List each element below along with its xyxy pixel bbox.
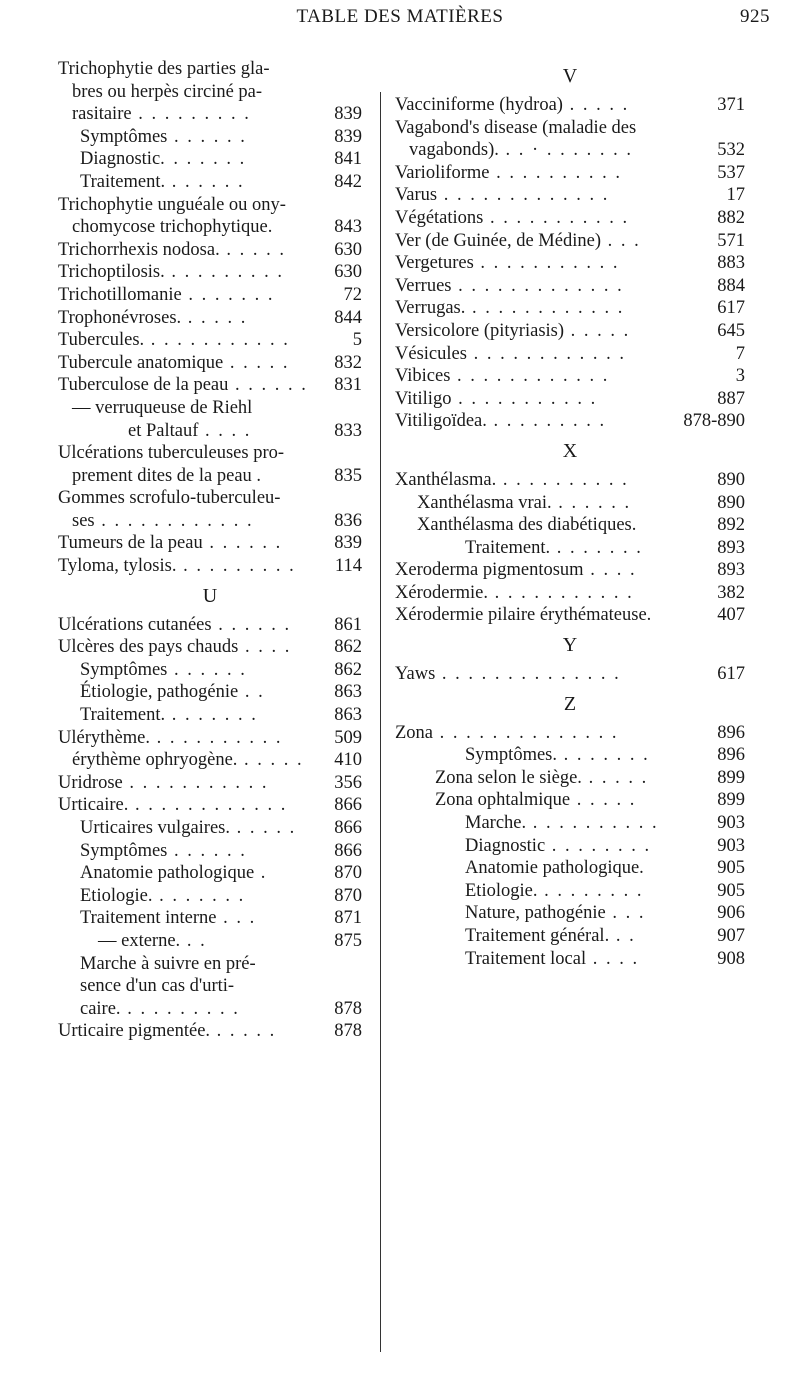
dot-leader: . . . . . . bbox=[165, 171, 245, 192]
index-entry bbox=[395, 722, 745, 745]
entry-page-number: 630 bbox=[334, 262, 362, 283]
entry-label: Ver (de Guinée, de Médine) bbox=[395, 230, 601, 251]
entry-label: Trophonévroses. bbox=[58, 307, 182, 328]
index-entry bbox=[58, 840, 362, 863]
entry-page-number: 72 bbox=[343, 284, 362, 305]
entry-label: Varus bbox=[395, 185, 438, 206]
entry-page-number: 870 bbox=[334, 885, 362, 906]
dot-leader: . . . . bbox=[583, 560, 637, 581]
entry-label: Diagnostic bbox=[465, 835, 546, 856]
entry-label: Trichotillomanie bbox=[58, 284, 182, 305]
entry-page-number: 5 bbox=[352, 330, 362, 351]
index-entry bbox=[395, 410, 745, 433]
entry-page-number: 899 bbox=[717, 790, 745, 811]
index-entry bbox=[58, 510, 362, 533]
dot-leader: . . . . . . bbox=[551, 492, 632, 513]
index-entry bbox=[58, 907, 362, 930]
entry-label: bres ou herpès circiné pa- bbox=[72, 81, 263, 102]
entry-page-number: 617 bbox=[717, 664, 745, 685]
entry-page-number: 407 bbox=[717, 605, 745, 626]
entry-label: Symptômes bbox=[80, 126, 168, 147]
index-entry bbox=[395, 275, 745, 298]
index-entry bbox=[395, 207, 745, 230]
dot-leader: . . . . . bbox=[230, 818, 297, 838]
entry-page-number: 371 bbox=[717, 95, 745, 115]
index-entry bbox=[58, 194, 362, 217]
index-entry bbox=[395, 252, 745, 275]
index-entry bbox=[58, 420, 362, 443]
index-entry bbox=[395, 880, 745, 903]
dot-leader: . . . . . . . . . . . bbox=[473, 253, 620, 274]
dot-leader: . . . . . . . . . bbox=[120, 998, 240, 1019]
dot-leader: . . . . . . . bbox=[181, 284, 275, 305]
dot-leader: . . . . bbox=[586, 948, 640, 969]
entry-label: Ulcérations cutanées bbox=[58, 614, 212, 635]
entry-label: Zona bbox=[395, 722, 434, 743]
index-entry bbox=[58, 239, 362, 262]
entry-page-number: 532 bbox=[717, 140, 745, 161]
index-entry bbox=[58, 862, 362, 885]
index-entry bbox=[395, 320, 745, 343]
entry-label: Végétations bbox=[395, 207, 484, 228]
entry-label: chomycose trichophytique. bbox=[72, 217, 273, 238]
entry-label: Marche. bbox=[465, 813, 527, 834]
dot-leader: . . . . . . . . . . . . . . bbox=[435, 664, 621, 685]
index-entry bbox=[395, 789, 745, 812]
entry-label: Anatomie pathologique bbox=[80, 863, 255, 884]
entry-label: prement dites de la peau . bbox=[72, 465, 262, 486]
entry-page-number: 833 bbox=[334, 420, 362, 441]
index-entry bbox=[395, 184, 745, 207]
entry-page-number: 883 bbox=[717, 253, 745, 274]
entry-label: Anatomie pathologique. bbox=[465, 858, 644, 879]
entry-label: Traitement. bbox=[465, 537, 551, 558]
index-entry bbox=[395, 812, 745, 835]
dot-leader: . . . . . . . . . . bbox=[526, 813, 659, 834]
entry-page-number: 861 bbox=[334, 614, 362, 635]
dot-leader: . bbox=[254, 863, 268, 884]
entry-label: Vacciniforme (hydroa) bbox=[395, 95, 563, 115]
entry-page-number: 878 bbox=[334, 1021, 362, 1042]
index-entry bbox=[58, 216, 362, 239]
entry-page-number: 892 bbox=[717, 515, 745, 536]
index-entry bbox=[395, 297, 745, 320]
dot-leader: . . . . . . . . . . . . bbox=[466, 343, 626, 364]
entry-label: Zona selon le siège. bbox=[435, 767, 582, 788]
index-entry bbox=[395, 604, 745, 627]
dot-leader: . . . . . . . bbox=[550, 537, 643, 558]
index-entry bbox=[58, 614, 362, 637]
index-entry bbox=[58, 772, 362, 795]
entry-label: sence d'un cas d'urti- bbox=[80, 976, 235, 997]
left-column bbox=[58, 58, 362, 1043]
index-entry bbox=[395, 343, 745, 366]
entry-page-number: 3 bbox=[735, 366, 745, 387]
index-entry bbox=[395, 94, 745, 117]
dot-leader: . . . . . . . . . . . . bbox=[465, 298, 625, 319]
entry-page-number: 382 bbox=[717, 582, 745, 603]
dot-leader: . . . . . bbox=[564, 320, 631, 341]
entry-page-number: 866 bbox=[334, 840, 362, 861]
entry-page-number: 836 bbox=[334, 510, 362, 531]
entry-label: Etiologie. bbox=[80, 885, 153, 906]
index-entry bbox=[395, 744, 745, 767]
index-entry bbox=[58, 727, 362, 750]
entry-label: Traitement général. bbox=[465, 926, 610, 946]
entry-page-number: 890 bbox=[717, 469, 745, 490]
dot-leader: . . . . bbox=[198, 420, 252, 441]
entry-label: Xérodermie pilaire érythémateuse. bbox=[395, 605, 652, 626]
entry-page-number: 863 bbox=[334, 705, 362, 726]
dot-leader: . . . . . . . . . . bbox=[489, 162, 623, 183]
index-entry bbox=[58, 636, 362, 659]
entry-label: Ulcères des pays chauds bbox=[58, 637, 239, 658]
dot-leader: . . . . . . . . . . . bbox=[451, 388, 598, 409]
entry-label: Symptômes bbox=[80, 659, 168, 680]
entry-page-number: 893 bbox=[717, 537, 745, 558]
entry-label: caire. bbox=[80, 998, 121, 1019]
entry-label: Marche à suivre en pré- bbox=[80, 953, 256, 974]
dot-leader: . . . . . . . bbox=[557, 745, 650, 766]
dot-leader: . . . . . . . . bbox=[545, 835, 652, 856]
dot-leader: . . . . . . . . . . . bbox=[483, 207, 630, 228]
entry-page-number: 893 bbox=[717, 560, 745, 581]
dot-leader: . . . . . . . . . bbox=[176, 556, 296, 577]
index-entry bbox=[395, 857, 745, 880]
index-entry bbox=[395, 469, 745, 492]
index-entry bbox=[58, 329, 362, 352]
entry-page-number: 896 bbox=[717, 722, 745, 743]
entry-label: — externe. bbox=[98, 930, 181, 951]
entry-page-number: 896 bbox=[717, 745, 745, 766]
index-entry bbox=[395, 117, 745, 140]
right-column bbox=[395, 58, 745, 970]
dot-leader: . . . . . . bbox=[202, 533, 283, 554]
entry-label: ses bbox=[72, 510, 95, 531]
dot-leader: . . bbox=[180, 930, 207, 951]
index-entry bbox=[58, 975, 362, 998]
entry-label: Zona ophtalmique bbox=[435, 790, 571, 811]
entry-page-number: 842 bbox=[334, 171, 362, 192]
entry-page-number: 905 bbox=[717, 858, 745, 879]
index-entry bbox=[58, 352, 362, 375]
index-entry bbox=[395, 388, 745, 411]
entry-page-number: 903 bbox=[717, 813, 745, 834]
index-entry bbox=[58, 442, 362, 465]
entry-page-number: 835 bbox=[334, 465, 362, 486]
entry-page-number: 906 bbox=[717, 903, 745, 924]
entry-label: Vergetures bbox=[395, 253, 474, 274]
entry-label: Symptômes bbox=[80, 840, 168, 861]
index-entry bbox=[58, 885, 362, 908]
entry-label: Tubercule anatomique bbox=[58, 352, 224, 373]
dot-leader: . . . . . . bbox=[167, 840, 247, 861]
entry-page-number: 890 bbox=[717, 492, 745, 513]
entry-label: Diagnostic bbox=[80, 149, 161, 170]
entry-page-number: 907 bbox=[717, 926, 745, 946]
entry-label: — verruqueuse de Riehl bbox=[72, 397, 253, 418]
index-entry bbox=[395, 537, 745, 560]
entry-label: Tuberculose de la peau bbox=[58, 375, 229, 396]
entry-page-number: 903 bbox=[717, 835, 745, 856]
entry-page-number: 410 bbox=[334, 750, 362, 771]
entry-label: Etiologie. bbox=[465, 880, 538, 901]
entry-page-number: 875 bbox=[334, 930, 362, 951]
index-entry bbox=[395, 139, 745, 162]
dot-leader: . . bbox=[238, 682, 265, 703]
dot-leader: . . . bbox=[216, 908, 257, 929]
dot-leader: . . . . . . . . . bbox=[164, 262, 284, 283]
index-entry bbox=[58, 171, 362, 194]
entry-label: Ulérythème. bbox=[58, 727, 150, 748]
entry-page-number: 844 bbox=[334, 307, 362, 328]
dot-leader: . . . . . . . . . . . . bbox=[128, 795, 288, 816]
entry-page-number: 831 bbox=[334, 375, 362, 396]
entry-page-number: 862 bbox=[334, 659, 362, 680]
dot-leader: . . . . . . . . . . bbox=[149, 727, 283, 748]
entry-page-number: 839 bbox=[334, 533, 362, 554]
entry-label: rasitaire bbox=[72, 104, 132, 125]
entry-label: Verrues bbox=[395, 275, 452, 296]
entry-page-number: 878-890 bbox=[683, 411, 745, 432]
entry-page-number: 866 bbox=[334, 818, 362, 838]
dot-leader: . . . . . bbox=[223, 352, 290, 373]
entry-label: Yaws bbox=[395, 664, 436, 685]
entry-page-number: 882 bbox=[717, 207, 745, 228]
index-entry bbox=[58, 148, 362, 171]
entry-label: Verrugas. bbox=[395, 298, 466, 319]
index-entry bbox=[58, 465, 362, 488]
dot-leader: . . . . . . bbox=[211, 614, 292, 635]
entry-page-number: 17 bbox=[726, 185, 745, 206]
entry-label: Trichophytie des parties gla- bbox=[58, 59, 270, 79]
entry-label: Xeroderma pigmentosum bbox=[395, 560, 584, 581]
index-entry bbox=[58, 953, 362, 976]
section-letter: Y bbox=[562, 634, 578, 657]
index-entry bbox=[395, 767, 745, 790]
dot-leader: . . . bbox=[600, 230, 641, 251]
dot-leader: . . . . . . . . . bbox=[486, 411, 607, 432]
entry-label: Vitiligoïdea. bbox=[395, 411, 487, 432]
index-entry bbox=[58, 103, 362, 126]
entry-label: vagabonds). bbox=[409, 140, 499, 161]
entry-page-number: 863 bbox=[334, 682, 362, 703]
index-entry bbox=[395, 365, 745, 388]
entry-page-number: 509 bbox=[334, 727, 362, 748]
entry-label: Tumeurs de la peau bbox=[58, 533, 203, 554]
index-entry bbox=[395, 663, 745, 686]
index-entry bbox=[58, 930, 362, 953]
entry-page-number: 537 bbox=[717, 162, 745, 183]
entry-page-number: 617 bbox=[717, 298, 745, 319]
index-entry bbox=[58, 704, 362, 727]
index-entry bbox=[58, 681, 362, 704]
entry-label: Xanthélasma des diabétiques. bbox=[417, 515, 637, 536]
index-entry bbox=[395, 835, 745, 858]
entry-label: Xanthélasma vrai. bbox=[417, 492, 552, 513]
dot-leader: . . . . . . . . . . . . . bbox=[437, 185, 610, 206]
entry-label: Traitement. bbox=[80, 705, 166, 726]
entry-page-number: 908 bbox=[717, 948, 745, 969]
entry-page-number: 871 bbox=[334, 908, 362, 929]
index-entry bbox=[58, 374, 362, 397]
index-entry bbox=[58, 817, 362, 840]
index-entry bbox=[58, 81, 362, 104]
dot-leader: . . . . . . bbox=[167, 659, 247, 680]
entry-page-number: 841 bbox=[334, 149, 362, 170]
dot-leader: . . . . . bbox=[581, 767, 649, 788]
index-entry bbox=[58, 397, 362, 420]
entry-label: Urticaire pigmentée. bbox=[58, 1021, 211, 1042]
index-entry bbox=[58, 532, 362, 555]
index-entry bbox=[58, 307, 362, 330]
entry-page-number: 870 bbox=[334, 863, 362, 884]
entry-page-number: 843 bbox=[334, 217, 362, 238]
entry-page-number: 645 bbox=[717, 320, 745, 341]
entry-label: Trichophytie unguéale ou ony- bbox=[58, 194, 286, 215]
entry-label: Vitiligo bbox=[395, 388, 452, 409]
entry-page-number: 839 bbox=[334, 126, 362, 147]
dot-leader: . . . . . . . . . . . bbox=[487, 582, 634, 603]
index-entry bbox=[58, 794, 362, 817]
entry-label: Urticaire. bbox=[58, 795, 129, 816]
entry-label: Varioliforme bbox=[395, 162, 490, 183]
entry-page-number: 839 bbox=[334, 104, 362, 125]
entry-label: Xanthélasma. bbox=[395, 469, 497, 490]
entry-page-number: 630 bbox=[334, 239, 362, 260]
index-entry bbox=[58, 487, 362, 510]
entry-page-number: 7 bbox=[735, 343, 745, 364]
index-entry bbox=[395, 582, 745, 605]
index-entry bbox=[395, 230, 745, 253]
dot-leader: . . . . . . . bbox=[152, 885, 246, 906]
entry-label: Trichoptilosis. bbox=[58, 262, 165, 283]
entry-label: Trichorrhexis nodosa. bbox=[58, 239, 220, 260]
entry-label: Xérodermie. bbox=[395, 582, 488, 603]
dot-leader: . . . . . . . . bbox=[537, 880, 644, 901]
entry-label: Gommes scrofulo-tuberculeu- bbox=[58, 488, 281, 509]
index-entry bbox=[395, 514, 745, 537]
section-letter: U bbox=[202, 584, 218, 607]
entry-page-number: 356 bbox=[334, 772, 362, 793]
dot-leader: . . . bbox=[605, 903, 646, 924]
entry-page-number: 878 bbox=[334, 998, 362, 1019]
index-entry bbox=[395, 925, 745, 948]
entry-label: Vésicules bbox=[395, 343, 467, 364]
entry-page-number: 899 bbox=[717, 767, 745, 788]
index-entry bbox=[395, 902, 745, 925]
dot-leader: . . . . . . . bbox=[160, 149, 247, 170]
entry-page-number: 884 bbox=[717, 275, 745, 296]
entry-label: Vagabond's disease (maladie des bbox=[395, 117, 637, 138]
entry-label: Tubercules. bbox=[58, 330, 145, 351]
dot-leader: . . . . . bbox=[237, 750, 304, 771]
dot-leader: . . . . . . . . . . . . . bbox=[451, 275, 624, 296]
dot-leader: . . . . . . . . . . . . . . bbox=[433, 722, 619, 743]
entry-page-number: 832 bbox=[334, 352, 362, 373]
index-entry bbox=[58, 284, 362, 307]
dot-leader: . . . . . bbox=[181, 307, 248, 328]
dot-leader: . . . . . . . bbox=[165, 705, 258, 726]
entry-label: Nature, pathogénie bbox=[465, 903, 606, 924]
index-entry bbox=[395, 559, 745, 582]
dot-leader: . . . . . . . . . . . bbox=[122, 772, 269, 793]
entry-page-number: 905 bbox=[717, 880, 745, 901]
index-entry bbox=[395, 948, 745, 971]
dot-leader: . . . . . . . . . . . . bbox=[450, 366, 610, 387]
entry-label: Symptômes. bbox=[465, 745, 557, 766]
entry-page-number: 571 bbox=[717, 230, 745, 251]
index-entry bbox=[58, 1020, 362, 1043]
section-letter: X bbox=[562, 439, 578, 462]
entry-label: Urticaires vulgaires. bbox=[80, 818, 230, 838]
dot-leader: . . · . . . . . . . bbox=[498, 140, 633, 161]
dot-leader: . . . . . . . . . . bbox=[496, 469, 629, 490]
entry-page-number: 862 bbox=[334, 637, 362, 658]
dot-leader: . . . . . . . . . bbox=[131, 104, 251, 125]
entry-label: et Paltauf bbox=[128, 420, 199, 441]
entry-label: Traitement. bbox=[80, 171, 166, 192]
index-entry bbox=[58, 659, 362, 682]
index-entry bbox=[395, 492, 745, 515]
entry-page-number: 866 bbox=[334, 795, 362, 816]
entry-page-number: 887 bbox=[717, 388, 745, 409]
entry-label: Tyloma, tylosis. bbox=[58, 556, 177, 577]
entry-label: Étiologie, pathogénie bbox=[80, 682, 239, 703]
section-letter: V bbox=[562, 65, 578, 87]
page-number: 925 bbox=[740, 6, 770, 27]
index-entry bbox=[58, 749, 362, 772]
dot-leader: . . . . . . . . . . . . bbox=[94, 510, 254, 531]
index-entry bbox=[58, 555, 362, 578]
index-entry bbox=[58, 261, 362, 284]
dot-leader: . . . . . bbox=[562, 95, 630, 115]
entry-label: Vibices bbox=[395, 366, 451, 387]
entry-label: Uridrose bbox=[58, 772, 123, 793]
entry-label: Traitement interne bbox=[80, 908, 217, 929]
entry-label: érythème ophryogène. bbox=[72, 750, 238, 771]
entry-page-number: 114 bbox=[334, 556, 362, 577]
dot-leader: . . . . . bbox=[219, 239, 286, 260]
index-entry bbox=[58, 126, 362, 149]
index-entry bbox=[58, 58, 362, 81]
index-entry bbox=[58, 998, 362, 1021]
section-letter: Z bbox=[563, 692, 577, 715]
dot-leader: . . . . bbox=[238, 637, 292, 658]
column-divider bbox=[380, 92, 381, 1352]
page-header bbox=[0, 6, 800, 36]
index-entry bbox=[395, 162, 745, 185]
dot-leader: . . bbox=[609, 926, 636, 946]
dot-leader: . . . . . . bbox=[167, 126, 247, 147]
entry-label: Ulcérations tuberculeuses pro- bbox=[58, 443, 285, 464]
entry-label: Versicolore (pityriasis) bbox=[395, 320, 565, 341]
dot-leader: . . . . . bbox=[210, 1021, 277, 1042]
entry-label: Traitement local bbox=[465, 948, 587, 969]
dot-leader: . . . . . bbox=[570, 790, 637, 811]
dot-leader: . . . . . . . . . . . bbox=[144, 330, 290, 351]
page-title: TABLE DES MATIÈRES bbox=[296, 6, 504, 27]
dot-leader: . . . . . . bbox=[228, 375, 308, 396]
